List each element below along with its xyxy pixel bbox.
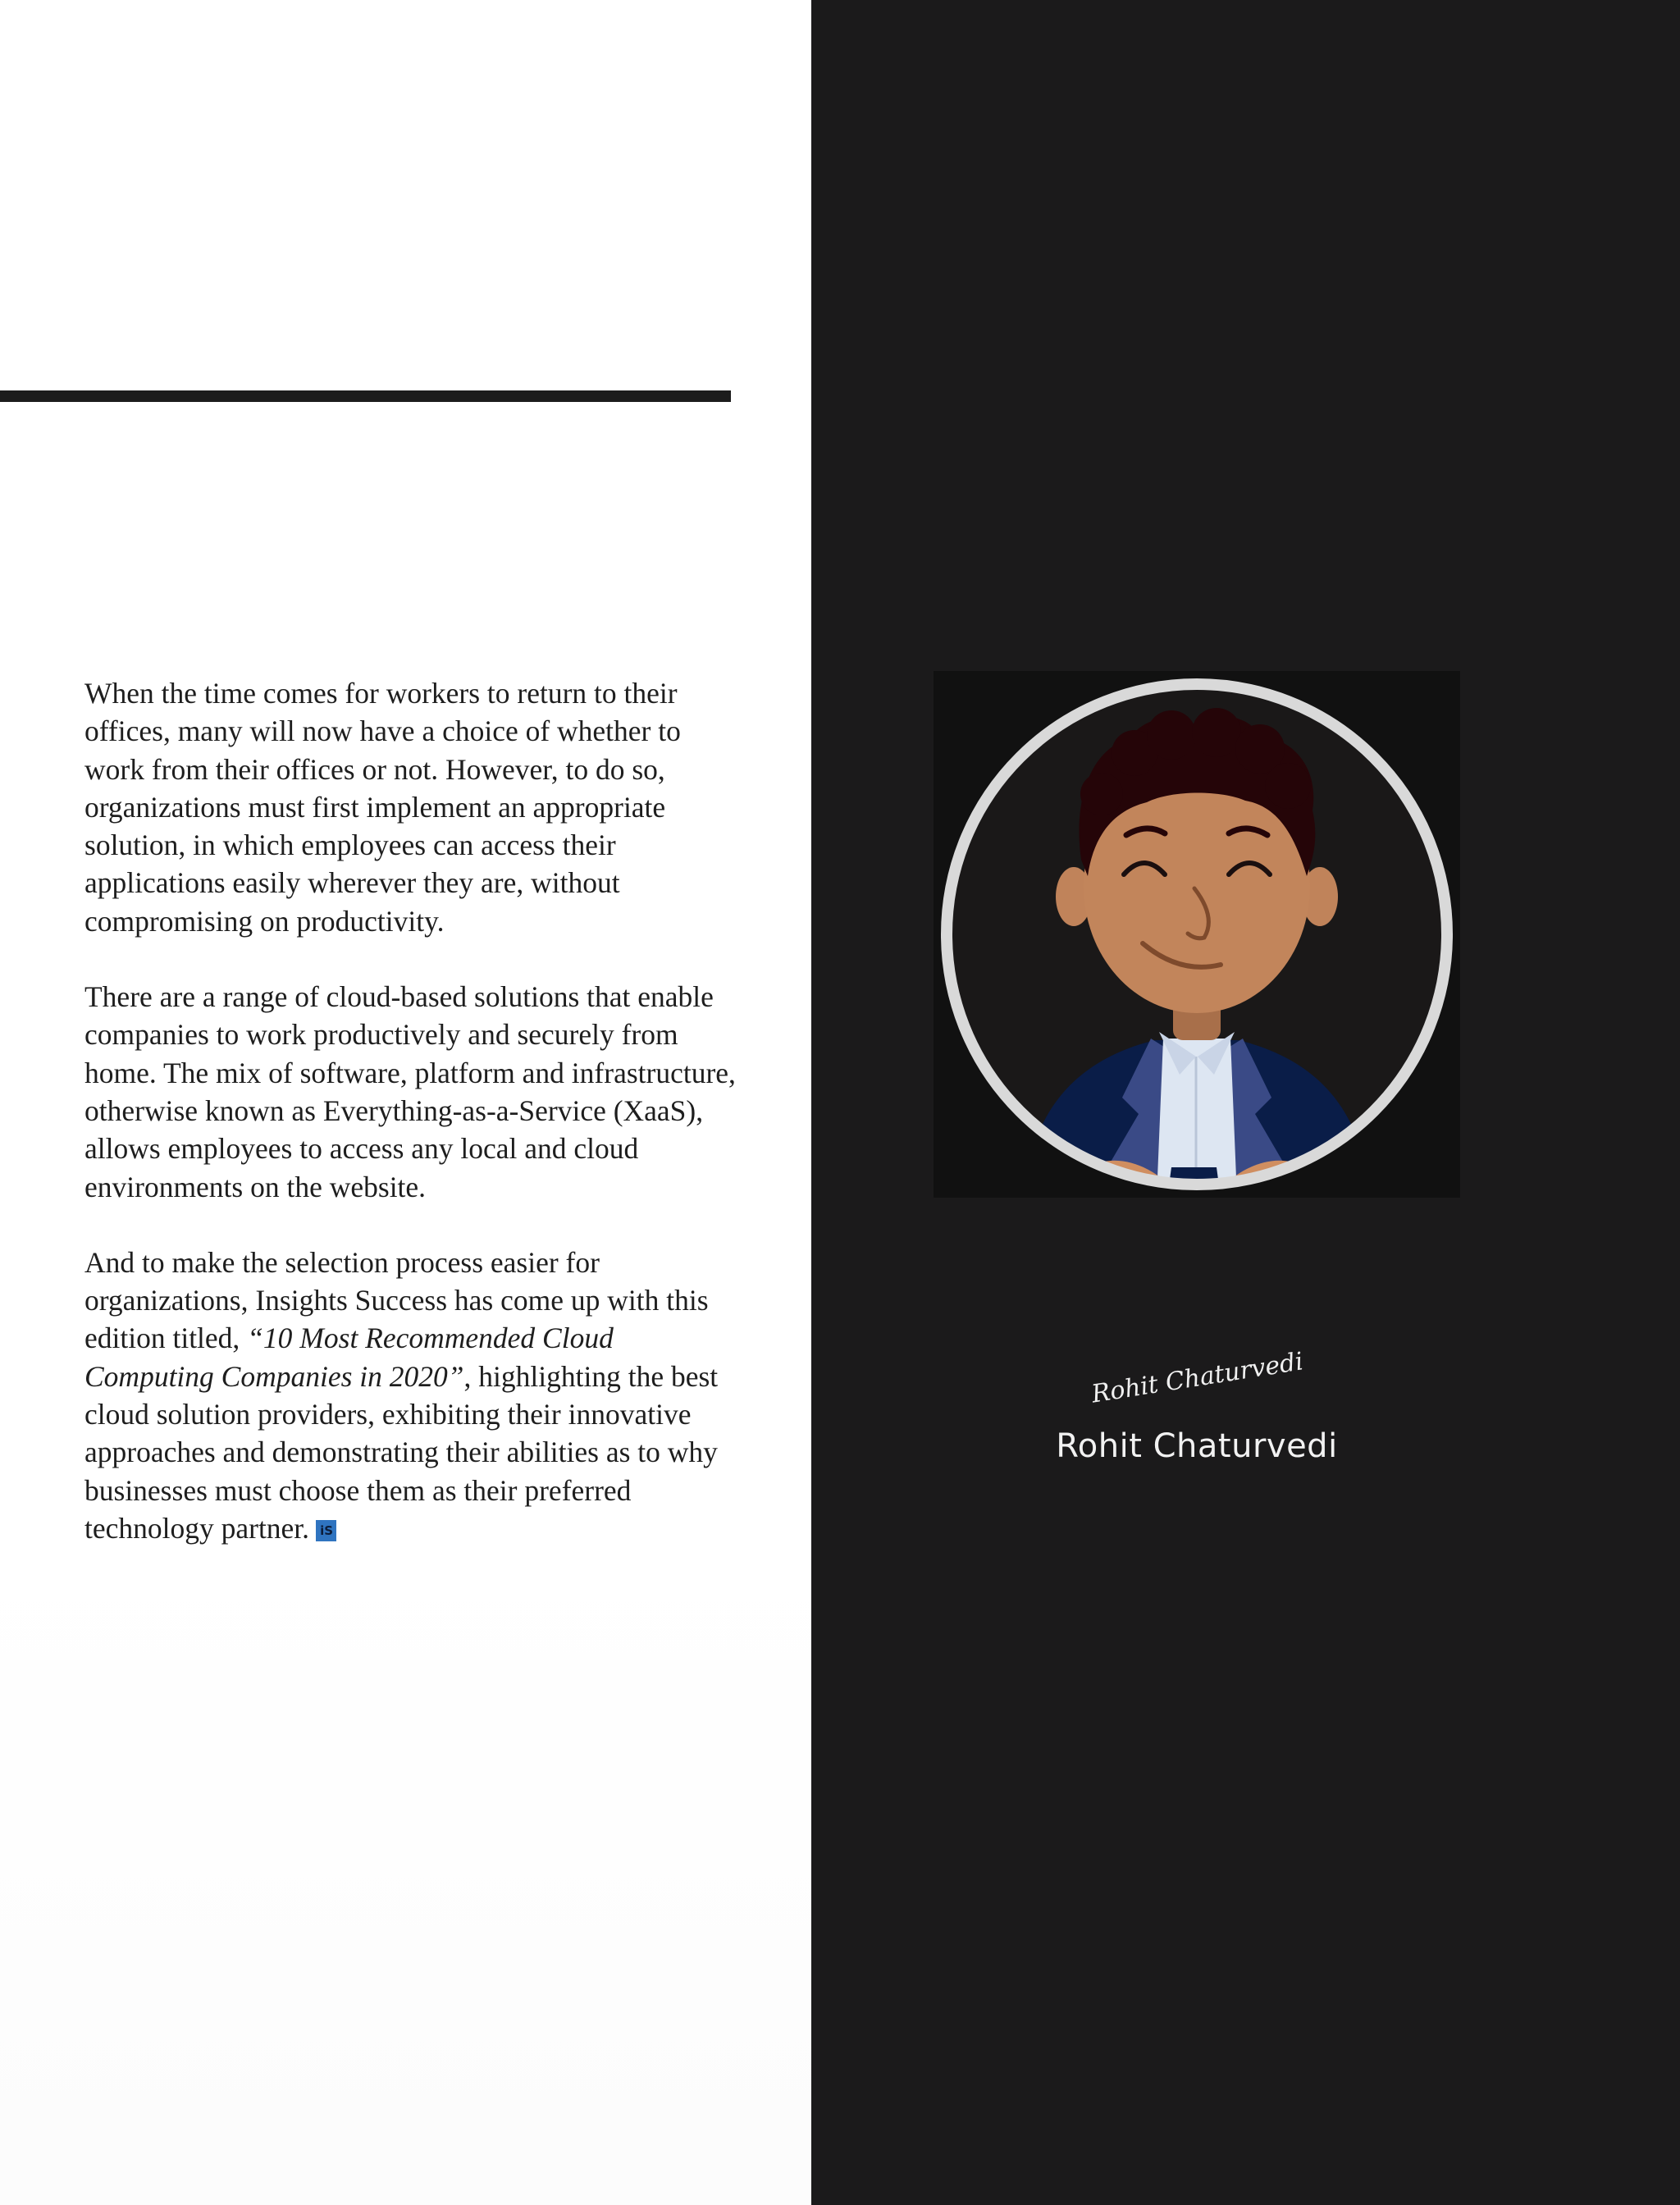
paragraph-3-outro: , highlighting the best cloud solution providers, exhibiting their innovative approaches and demonstrating their abilities as to why businesses must choose them as their preferred technology partner. [84,1359,719,1545]
paragraph-1: When the time comes for workers to return to their offices, many will now have a choice of whether to work from their offices or not. However, to do so, organizations must first implement an appropriate solution, in which employees can access their applications easily wherever they are, without compromising on productivity. [84,677,681,938]
editorial-article [84,674,741,1585]
signature-text: Rohit Chaturvedi [1089,1347,1306,1403]
horizontal-rule [0,390,731,402]
avatar-illustration [934,671,1460,1198]
author-portrait [934,671,1460,1198]
end-mark-icon [316,1520,336,1541]
paragraph-2: There are a range of cloud-based solutions that enable companies to work productively and securely from home. The mix of software, platform and infrastructure, otherwise known as Everything-as-a-Service (XaaS), allows employees to access any local and cloud environments on the website. [84,980,736,1203]
paragraph-3-intro: And to make the selection process easier for organizations, Insights Success has come up with this edition titled, [84,1245,709,1355]
end-mark-text: iS [320,1522,334,1538]
edition-title: “10 Most Recommended Cloud Computing Companies in 2020” [84,1322,614,1393]
author-signature [1081,1337,1327,1403]
author-name: Rohit Chaturvedi [1056,1427,1338,1465]
signature-image [1081,1337,1327,1403]
paragraph-3 [84,1244,741,1547]
